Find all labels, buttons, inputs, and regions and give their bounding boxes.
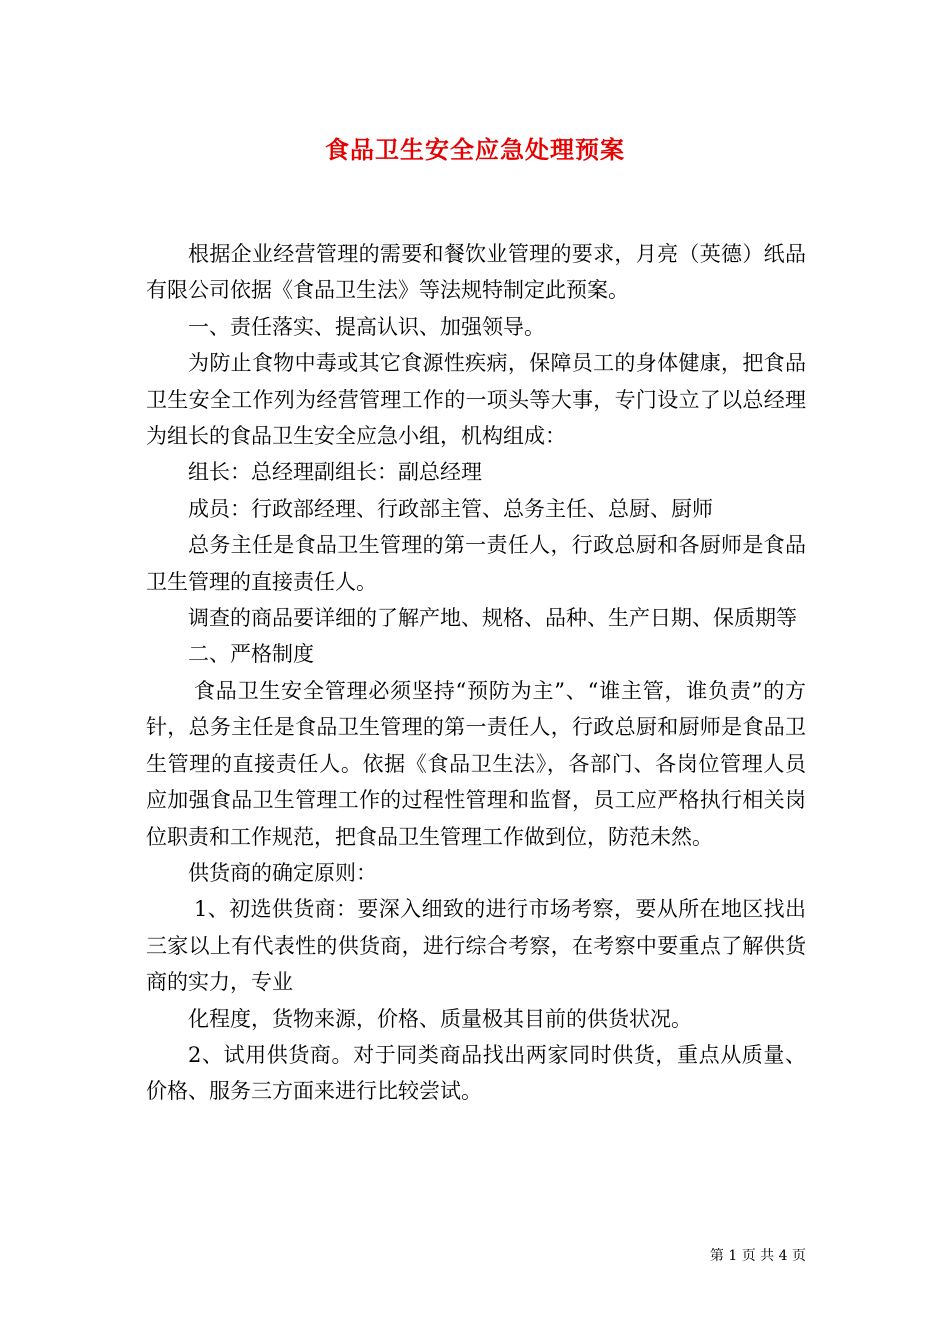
paragraph-section-2-heading: 二、严格制度 — [188, 642, 314, 667]
paragraph-supplier-principles: 供货商的确定原则： — [188, 860, 377, 885]
paragraph-supplier-1: 1、初选供货商：要深入细致的进行市场考察，要从所在地区找出三家以上有代表性的供货商，进行综合考察，在考察中要重点了解供货商的实力，专业 — [146, 897, 806, 995]
paragraph-members: 成员：行政部经理、行政部主管、总务主任、总厨、厨师 — [188, 496, 713, 521]
paragraph-supplier-1-cont: 化程度，货物来源，价格、质量极其目前的供货状况。 — [188, 1006, 692, 1031]
paragraph-section-1-body: 为防止食物中毒或其它食源性疾病，保障员工的身体健康，把食品卫生安全工作列为经营管理工作的一项头等大事，专门设立了以总经理为组长的食品卫生安全应急小组，机构组成： — [146, 351, 806, 449]
page-number: 第 1 页 共 4 页 — [709, 1248, 806, 1264]
paragraph-survey: 调查的商品要详细的了解产地、规格、品种、生产日期、保质期等 — [188, 606, 797, 631]
paragraph-section-1-heading: 一、责任落实、提高认识、加强领导。 — [188, 314, 545, 339]
paragraph-intro: 根据企业经营管理的需要和餐饮业管理的要求，月亮（英德）纸品有限公司依据《食品卫生法》等法规特制定此预案。 — [146, 242, 806, 303]
page-title: 食品卫生安全应急处理预案 — [325, 135, 625, 164]
paragraph-section-2-body: 食品卫生安全管理必须坚持“预防为主”、“谁主管，谁负责”的方针，总务主任是食品卫生管理的第一责任人，行政总厨和厨师是食品卫生管理的直接责任人。依据《食品卫生法》，各部门、各岗位管理人员应加强食品卫生管理工作的过程性管理和监督，员工应严格执行相关岗位职责和工作规范，把食品卫生管理工作做到位，防范未然。 — [146, 678, 806, 849]
document-body — [146, 236, 806, 1110]
paragraph-responsibility: 总务主任是食品卫生管理的第一责任人，行政总厨和各厨师是食品卫生管理的直接责任人。 — [146, 533, 806, 594]
paragraph-supplier-2: 2、试用供货商。对于同类商品找出两家同时供货，重点从质量、价格、服务三方面来进行比较尝试。 — [146, 1042, 806, 1104]
paragraph-leaders: 组长：总经理副组长：副总经理 — [188, 460, 482, 485]
